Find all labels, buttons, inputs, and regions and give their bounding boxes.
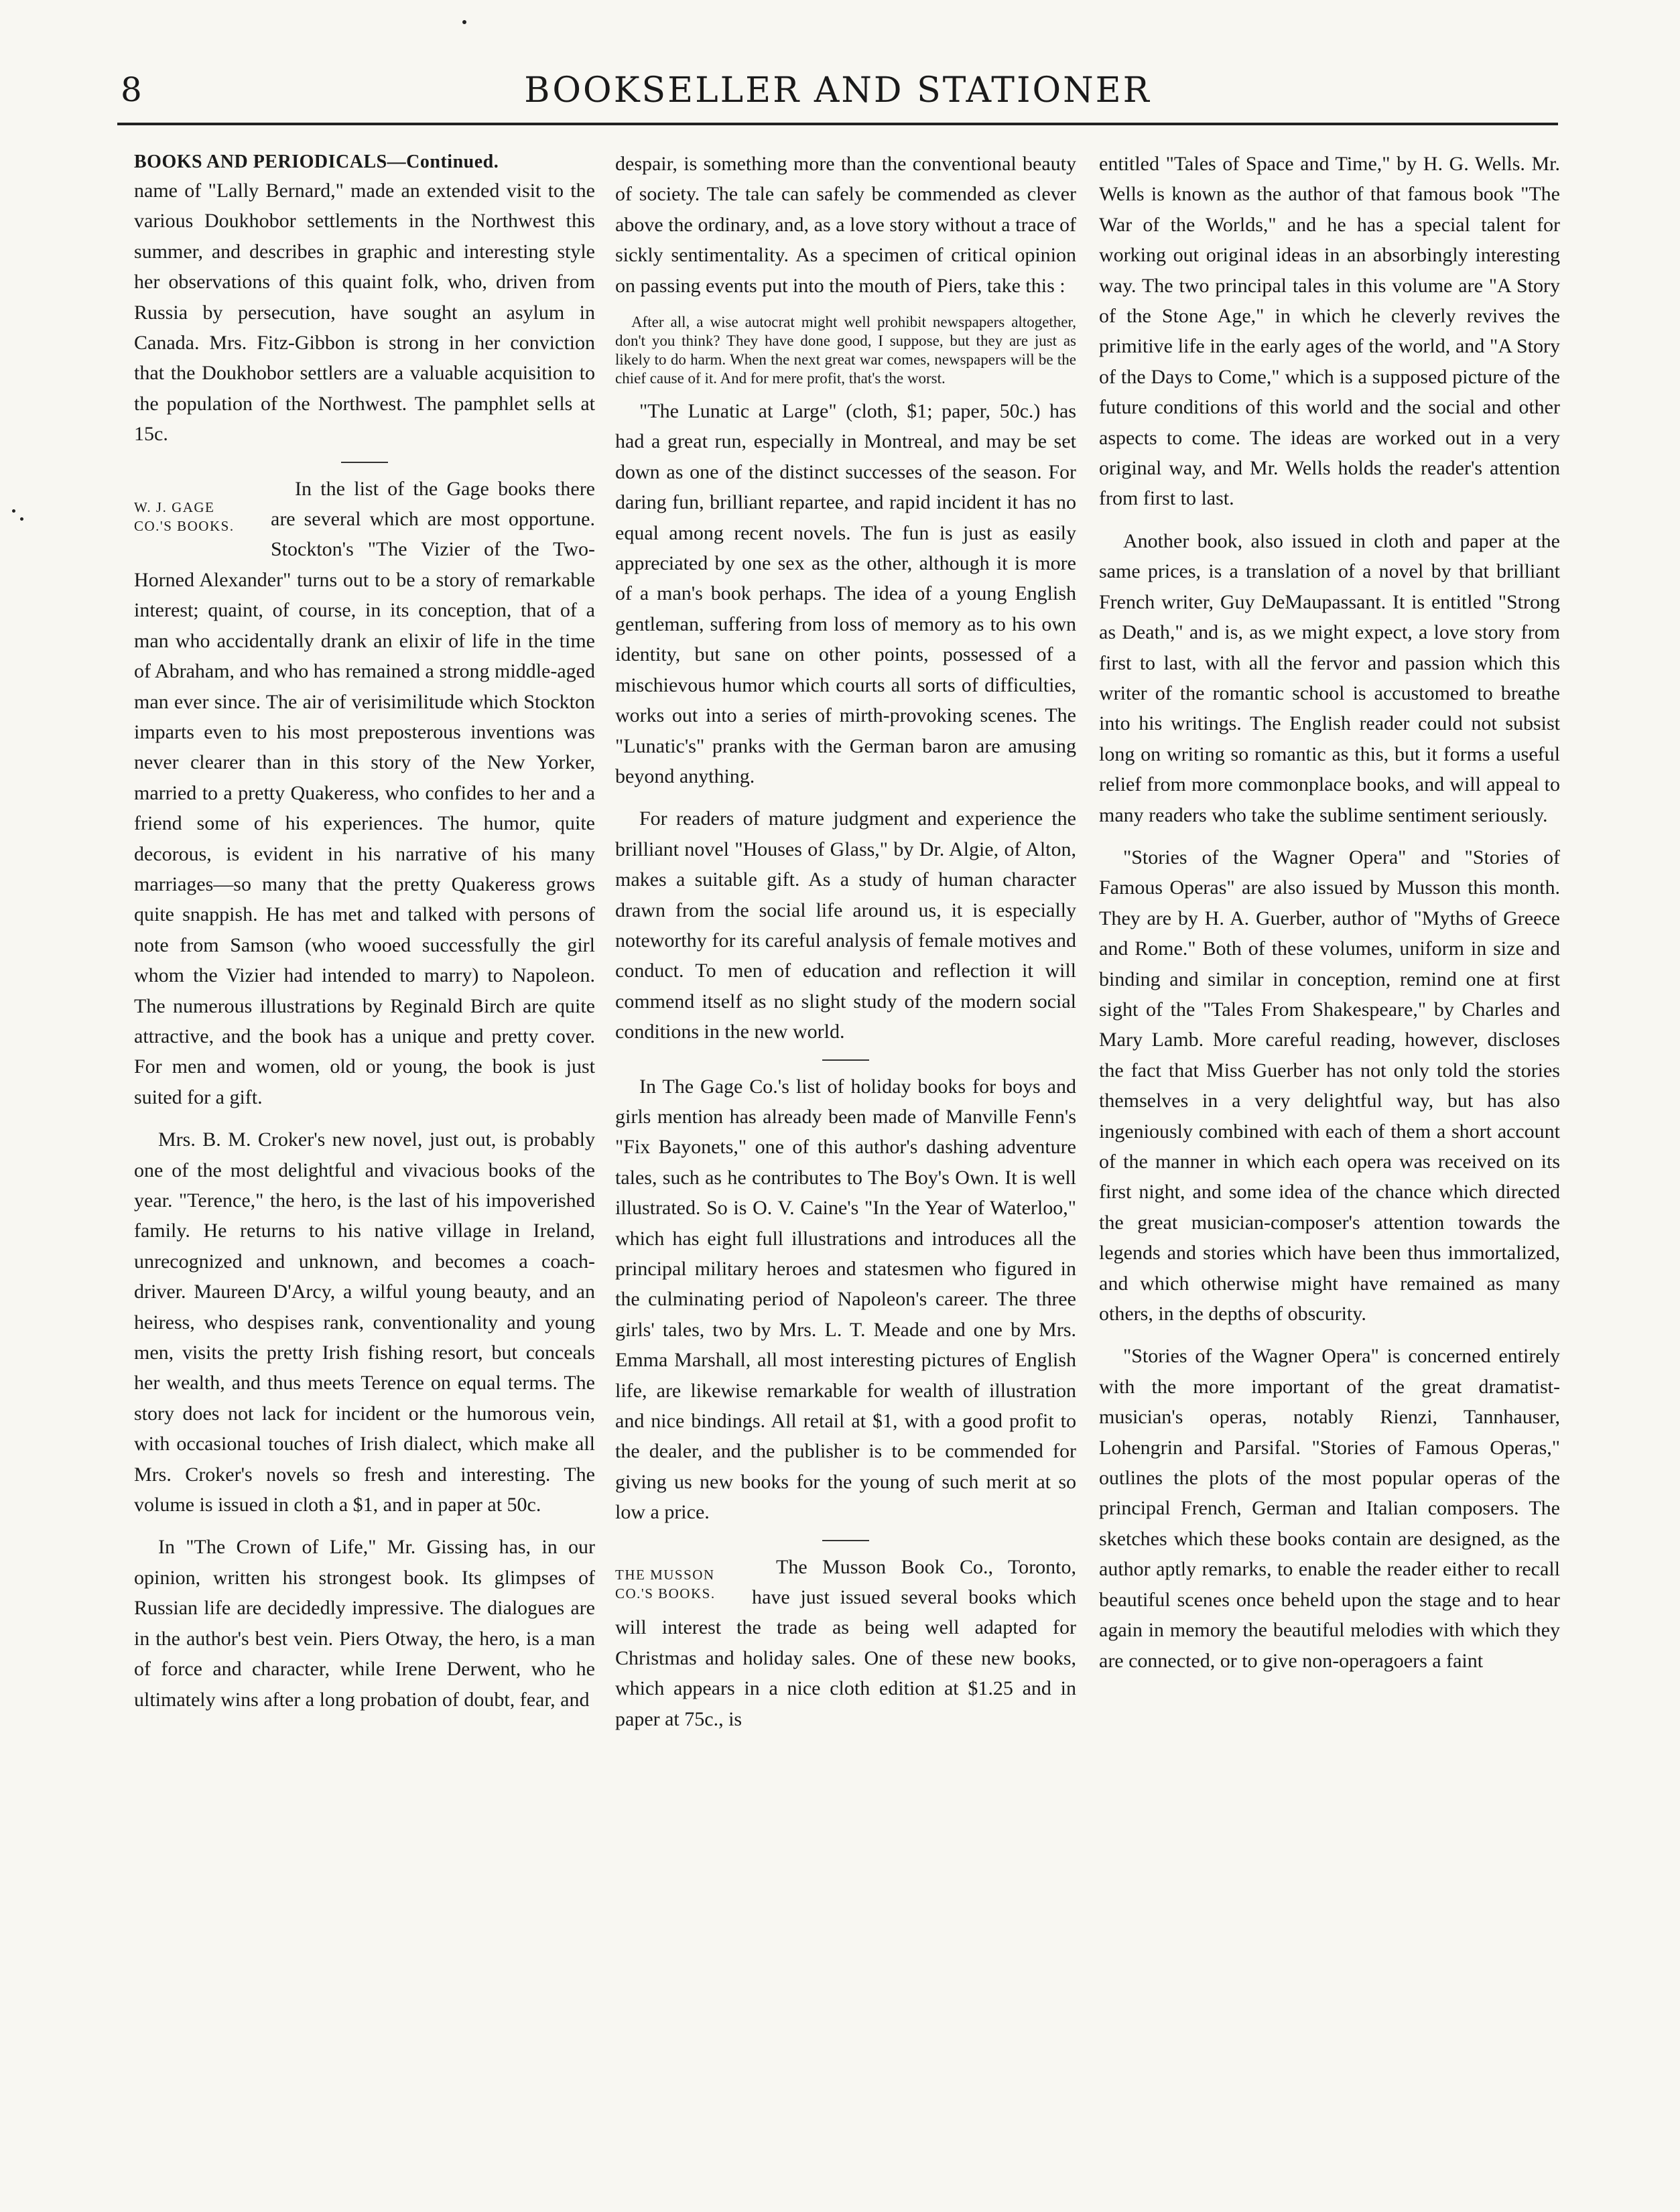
paragraph: entitled "Tales of Space and Time," by H. G. Wells. Mr. Wells is known as the author of that famous book "The War of the Worlds," and he has a special talent for working out original ideas in an absorbingly interesting way. The two principal tales in this volume are "A Story of the Stone Age," in which he cleverly revives the primitive life in the early ages of the world, and "A Story of the Days to Come," which is a supposed picture of the future conditions of this world and the social and other aspects to come. The ideas are worked out in a very original way, and Mr. Wells holds the reader's attention from first to last. — [1099, 153, 1560, 510]
paragraph: Mrs. B. M. Croker's new novel, just out, is probably one of the most delightful and vivacious books of the year. "Terence," the hero, is the last of his impoverished family. He returns to his native village in Ireland, unrecognized and unknown, and becomes a coach-driver. Maureen D'Arcy, a wilful young beauty, and an heiress, who despises rank, conventionality and young men, visits the pretty Irish fishing resort, but conceals her wealth, and thus meets Terence on equal terms. The story does not lack for incident or the humorous vein, with occasional touches of Irish dialect, which make all Mrs. Croker's novels so fresh and interesting. The volume is issued in cloth a $1, and in paper at 50c. — [134, 1128, 595, 1516]
paragraph: For readers of mature judgment and experience the brilliant novel "Houses of Glass," by Dr. Algie, of Alton, makes a suitable gift. As a study of human character drawn from the social life around us, it is especially noteworthy for its careful analysis of female motives and conduct. To men of education and reflection it will commend itself as no slight study of the modern social conditions in the new world. — [615, 807, 1076, 1043]
paragraph: name of "Lally Bernard," made an extended visit to the various Doukhobor settlements in the Northwest this summer, and describes in graphic and interesting style her observations of this quaint folk, who, driven from Russia by persecution, have sought an asylum in Canada. Mrs. Fitz-Gibbon is strong in her conviction that the Doukhobor settlers are a valuable acquisition to the population of the Northwest. The pamphlet sells at 15c. — [134, 180, 595, 446]
paragraph: "Stories of the Wagner Opera" is concerned entirely with the more important of the great dramatist-musician's operas, notably Rienzi, Tannhauser, Lohengrin and Parsifal. "Stories of Famous Operas," outlines the plots of the most popular operas of the principal French, German and Italian composers. The sketches which these books contain are designed, as the author aptly remarks, to enable the reader either to recall beautiful scenes once beheld upon the stage and to hear again in memory the beautiful melodies with which they are connected, or to give non-operagoers a faint — [1099, 1345, 1560, 1672]
print-speck — [20, 517, 23, 521]
section-divider — [822, 1540, 869, 1541]
print-speck — [462, 20, 466, 24]
print-speck — [12, 509, 15, 513]
section-continued-heading: BOOKS AND PERIODICALS—Continued. — [134, 151, 499, 172]
paragraph: Another book, also issued in cloth and paper at the same prices, is a translation of a novel by that brilliant French writer, Guy DeMaupassant. It is entitled "Strong as Death," and is, as we might expect, a love story from first to last, with all the fervor and passion which this writer of the romantic school is accustomed to breathe into his writings. The English reader could not subsist long on writing so romantic as this, but it forms a useful relief from more commonplace books, and will appeal to many readers who take the sublime sentiment seriously. — [1099, 529, 1560, 826]
side-heading — [615, 1565, 742, 1603]
column-3 — [1099, 149, 1560, 2186]
side-heading-line: CO.'S BOOKS. — [615, 1585, 716, 1602]
paragraph: In "The Crown of Life," Mr. Gissing has, in our opinion, written his strongest book. Its glimpses of Russian life are decidedly impressive. The dialogues are in the author's best vein. Piers Otway, the hero, is a man of force and character, while Irene Derwent, who he ultimately wins after a long probation of doubt, fear, and — [134, 1536, 595, 1711]
page-number: 8 — [121, 70, 142, 109]
paragraph: despair, is something more than the conventional beauty of society. The tale can safely be commended as clever above the ordinary, and, as a love story without a trace of sickly sentimentality. As a specimen of critical opinion on passing events put into the mouth of Piers, take this : — [615, 153, 1076, 297]
side-heading — [134, 498, 261, 535]
page-header — [121, 70, 1555, 124]
paragraph: The Musson Book Co., Toronto, have just issued several books which will interest the trade as being well adapted for Christmas and holiday sales. One of these new books, which appears in a nice cloth edition at $1.25 and in paper at 75c., is — [615, 1555, 1076, 1730]
paragraph: In The Gage Co.'s list of holiday books for boys and girls mention has already been made of Manville Fenn's "Fix Bayonets," one of this author's dashing adventure tales, such as he contributes to The Boy's Own. It is well illustrated. So is O. V. Caine's "In the Year of Waterloo," which has eight full illustrations and introduces all the principal military heroes and statesmen who figured in the culminating period of Napoleon's career. The three girls' tales, two by Mrs. L. T. Meade and one by Mrs. Emma Marshall, all most interesting pictures of English life, are likewise remarkable for wealth of illustration and nice bindings. All retail at $1, with a good profit to the dealer, and the publisher is to be commended for giving us new books for the young of such merit at so low a price. — [615, 1075, 1076, 1524]
paragraph: "The Lunatic at Large" (cloth, $1; paper, 50c.) has had a great run, especially in Montreal, and may be set down as one of the distinct successes of the season. For daring fun, brilliant repartee, and rapid incident it has no equal among recent novels. The fun is just as easily appreciated by one sex as the other, although it is more of a man's book perhaps. The idea of a young English gentleman, suffering from loss of memory as to his own identity, but sane on other points, possessed of a mischievous humor which courts all sorts of difficulties, works out into a series of mirth-provoking scenes. The "Lunatic's" pranks with the German baron are amusing beyond anything. — [615, 400, 1076, 787]
section-divider — [822, 1059, 869, 1061]
side-heading-line: W. J. GAGE — [134, 499, 215, 515]
column-2 — [615, 149, 1076, 2186]
running-head: BOOKSELLER AND STATIONER — [524, 70, 1151, 111]
section-divider — [341, 462, 388, 463]
side-heading-line: THE MUSSON — [615, 1566, 715, 1583]
column-1 — [134, 149, 595, 2186]
paragraph: In the list of the Gage books there are several which are most opportune. Stockton's "The Vizier of the Two-Horned Alexander" turns out to be a story of remarkable interest; quaint, of course, in its conception, that of a man who accidentally drank an elixir of life in the time of Abraham, and who has remained a strong middle-aged man ever since. The air of verisimilitude which Stockton imparts even to his most preposterous inventions was never clearer than in this story of the New Yorker, married to a pretty Quakeress, who confides to her and a friend some of his experiences. The humor, quite decorous, is evident in his narrative of his many marriages—so many that the pretty Quakeress grows quite snappish. He has met and talked with persons of note from Samson (who wooed successfully the girl whom the Vizier had intended to marry) to Napoleon. The numerous illustrations by Reginald Birch are quite attractive, and the book has a unique and pretty cover. For men and women, old or young, the book is just suited for a gift. — [134, 477, 595, 1108]
header-rule — [117, 123, 1558, 125]
block-quote: After all, a wise autocrat might well prohibit newspapers altogether, don't you think? They have done good, I suppose, but they are just as likely to do harm. When the next great war comes, newspapers will be the chief cause of it. And for mere profit, that's the worst. — [615, 314, 1076, 387]
side-heading-line: CO.'S BOOKS. — [134, 517, 235, 534]
paragraph: "Stories of the Wagner Opera" and "Stories of Famous Operas" are also issued by Musson this month. They are by H. A. Guerber, author of "Myths of Greece and Rome." Both of these volumes, uniform in size and binding and similar in conception, remind one at first sight of the "Tales From Shakespeare," by Charles and Mary Lamb. More careful reading, however, discloses the fact that Miss Guerber has not only told the stories themselves in a very delightful way, but has also ingeniously combined with each of them a short account of the manner in which each opera was received on its first night, and some idea of the chance which directed the great musician-composer's attention towards the legends and stories which have been thus immortalized, and which otherwise might have remained as many others, in the depths of obscurity. — [1099, 846, 1560, 1325]
